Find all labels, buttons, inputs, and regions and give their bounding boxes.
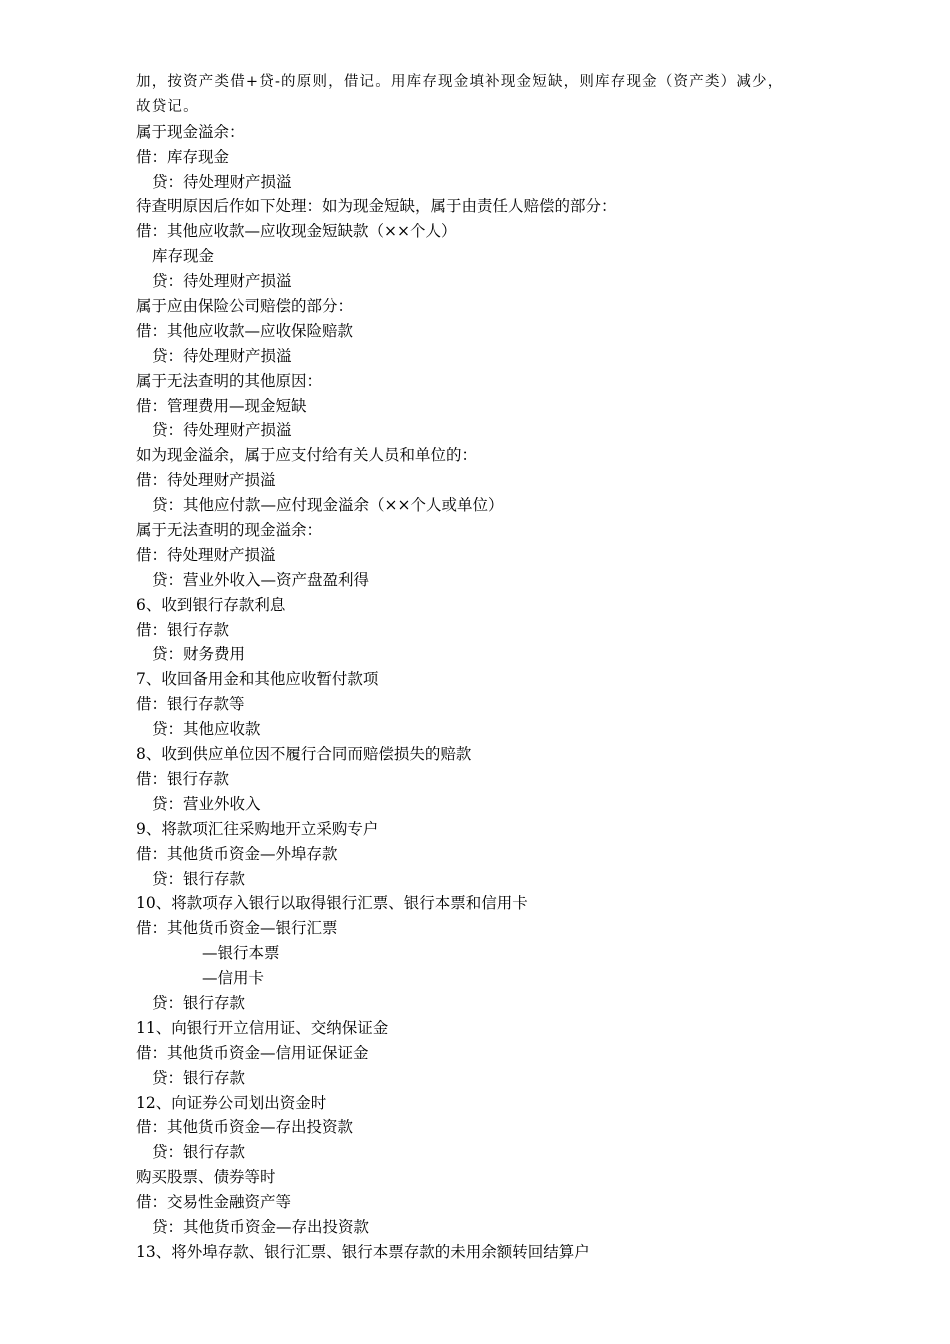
text-line: 借：交易性金融资产等	[136, 1193, 292, 1212]
text-line: 借：其他货币资金—信用证保证金	[136, 1043, 369, 1062]
text-line: 贷：银行存款	[152, 869, 246, 888]
text-line: 借：管理费用—现金短缺	[136, 396, 307, 415]
text-line: 12、向证券公司划出资金时	[136, 1093, 327, 1112]
text-line: 借：银行存款	[136, 620, 230, 639]
text-line: 贷：财务费用	[152, 645, 246, 664]
text-line: 贷：其他应收款	[152, 720, 261, 739]
text-line: 8、收到供应单位因不履行合同而赔偿损失的赔款	[136, 745, 472, 764]
text-line: 9、将款项汇往采购地开立采购专户	[136, 819, 379, 838]
text-line: 贷：银行存款	[152, 1143, 246, 1162]
text-line: 借：库存现金	[136, 147, 230, 166]
text-line: 借：银行存款等	[136, 695, 245, 714]
text-line: 贷：待处理财产损溢	[152, 172, 292, 191]
text-line: 库存现金	[152, 247, 215, 266]
text-line: 如为现金溢余，属于应支付给有关人员和单位的：	[136, 446, 478, 465]
text-line: 借：待处理财产损溢	[136, 471, 276, 490]
text-line: 贷：待处理财产损溢	[152, 346, 292, 365]
text-line: 属于无法查明的现金溢余：	[136, 521, 323, 540]
document-page	[136, 70, 836, 1265]
text-line: 待查明原因后作如下处理：如为现金短缺，属于由责任人赔偿的部分：	[136, 197, 617, 216]
text-line: 贷：其他应付款—应付现金溢余（××个人或单位）	[152, 496, 504, 515]
text-line: 购买股票、债券等时	[136, 1168, 276, 1187]
text-line: 10、将款项存入银行以取得银行汇票、银行本票和信用卡	[136, 894, 528, 913]
text-line: 借：其他应收款—应收保险赔款	[136, 321, 354, 340]
text-line: 借：其他货币资金—存出投资款	[136, 1118, 354, 1137]
text-line: 故贷记。	[136, 98, 199, 115]
text-line: 13、将外埠存款、银行汇票、银行本票存款的未用余额转回结算户	[136, 1242, 590, 1261]
text-line: 借：其他货币资金—银行汇票	[136, 919, 338, 938]
text-line: 借：待处理财产损溢	[136, 545, 276, 564]
text-line: 贷：待处理财产损溢	[152, 421, 292, 440]
text-line: 贷：营业外收入—资产盘盈利得	[152, 570, 370, 589]
text-line: 加，按资产类借+贷-的原则，借记。用库存现金填补现金短缺，则库存现金（资产类）减少，	[136, 74, 784, 90]
text-line: 属于无法查明的其他原因：	[136, 371, 323, 390]
text-line: 11、向银行开立信用证、交纳保证金	[136, 1018, 389, 1037]
text-line: 属于应由保险公司赔偿的部分：	[136, 297, 354, 316]
text-line: 借：银行存款	[136, 769, 230, 788]
text-line: —银行本票	[202, 944, 280, 963]
text-line: 7、收回备用金和其他应收暂付款项	[136, 670, 379, 689]
text-line: 贷：银行存款	[152, 993, 246, 1012]
text-line: 贷：营业外收入	[152, 794, 261, 813]
text-line: 贷：银行存款	[152, 1068, 246, 1087]
text-line: 贷：待处理财产损溢	[152, 272, 292, 291]
text-line: —信用卡	[202, 969, 265, 988]
text-line: 贷：其他货币资金—存出投资款	[152, 1217, 370, 1236]
text-line: 属于现金溢余：	[136, 122, 245, 141]
text-line: 借：其他应收款—应收现金短缺款（××个人）	[136, 222, 457, 241]
text-line: 借：其他货币资金—外埠存款	[136, 844, 338, 863]
text-line: 6、收到银行存款利息	[136, 595, 286, 614]
